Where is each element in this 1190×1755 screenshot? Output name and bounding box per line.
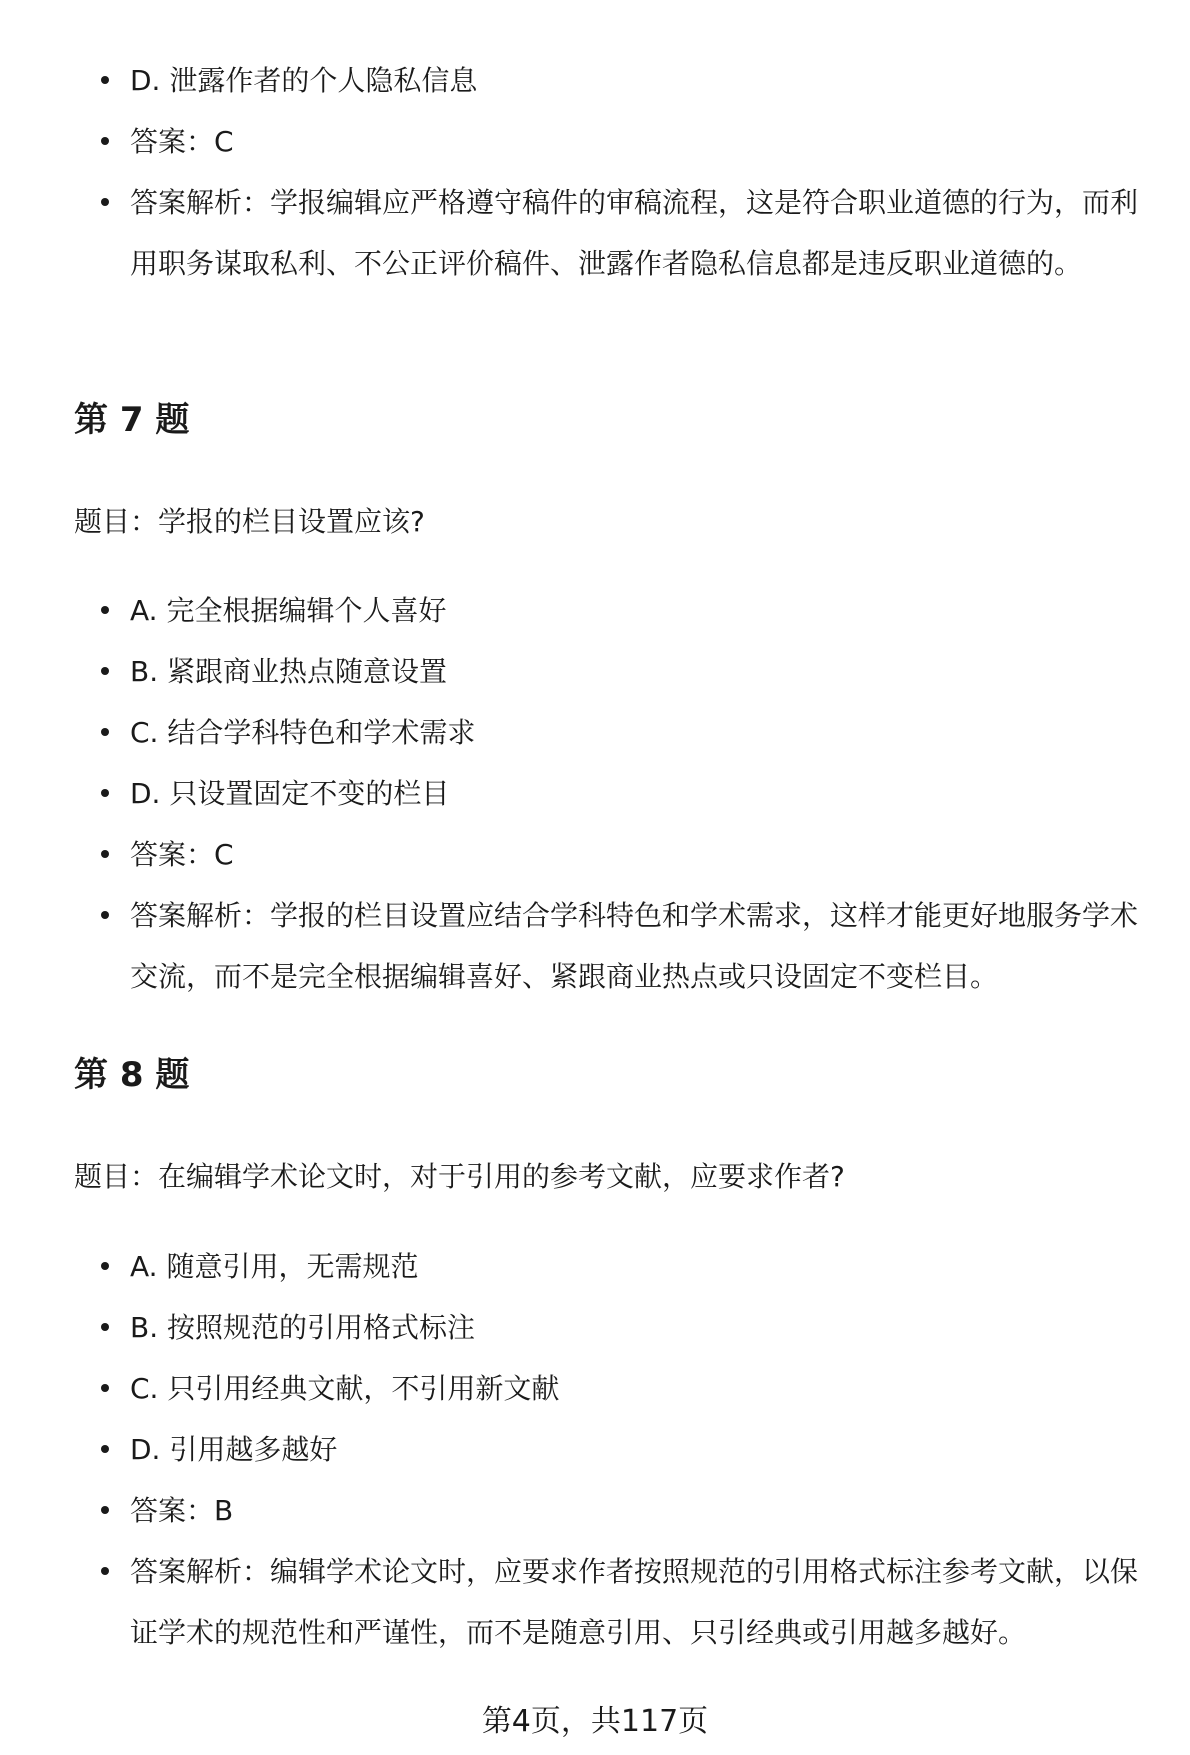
q7-option-d: D. 只设置固定不变的栏目 <box>0 763 1190 824</box>
q6-explanation: 答案解析：学报编辑应严格遵守稿件的审稿流程，这是符合职业道德的行为，而利用职务谋取私利、不公正评价稿件、泄露作者隐私信息都是违反职业道德的。 <box>0 172 1190 294</box>
q6-list <box>0 50 1190 294</box>
q8-answer: 答案：B <box>0 1480 1190 1541</box>
q7-option-a: A. 完全根据编辑个人喜好 <box>0 580 1190 641</box>
q8-option-c: C. 只引用经典文献，不引用新文献 <box>0 1358 1190 1419</box>
q7-list <box>0 580 1190 1007</box>
q8-explanation: 答案解析：编辑学术论文时，应要求作者按照规范的引用格式标注参考文献，以保证学术的规范性和严谨性，而不是随意引用、只引经典或引用越多越好。 <box>0 1541 1190 1663</box>
q8-option-d: D. 引用越多越好 <box>0 1419 1190 1480</box>
q7-answer: 答案：C <box>0 824 1190 885</box>
q7-option-c: C. 结合学科特色和学术需求 <box>0 702 1190 763</box>
q8-question: 题目：在编辑学术论文时，对于引用的参考文献，应要求作者? <box>74 1160 845 1193</box>
q8-heading: 第 8 题 <box>74 1055 190 1095</box>
page-number-footer: 第4页，共117页 <box>481 1704 709 1739</box>
q7-heading: 第 7 题 <box>74 400 190 440</box>
q7-explanation: 答案解析：学报的栏目设置应结合学科特色和学术需求，这样才能更好地服务学术交流，而不是完全根据编辑喜好、紧跟商业热点或只设固定不变栏目。 <box>0 885 1190 1007</box>
q6-answer: 答案：C <box>0 111 1190 172</box>
q8-option-a: A. 随意引用，无需规范 <box>0 1236 1190 1297</box>
q8-option-b: B. 按照规范的引用格式标注 <box>0 1297 1190 1358</box>
q6-option-d: D. 泄露作者的个人隐私信息 <box>0 50 1190 111</box>
q7-option-b: B. 紧跟商业热点随意设置 <box>0 641 1190 702</box>
q7-question: 题目：学报的栏目设置应该? <box>74 505 425 538</box>
q8-list <box>0 1236 1190 1663</box>
